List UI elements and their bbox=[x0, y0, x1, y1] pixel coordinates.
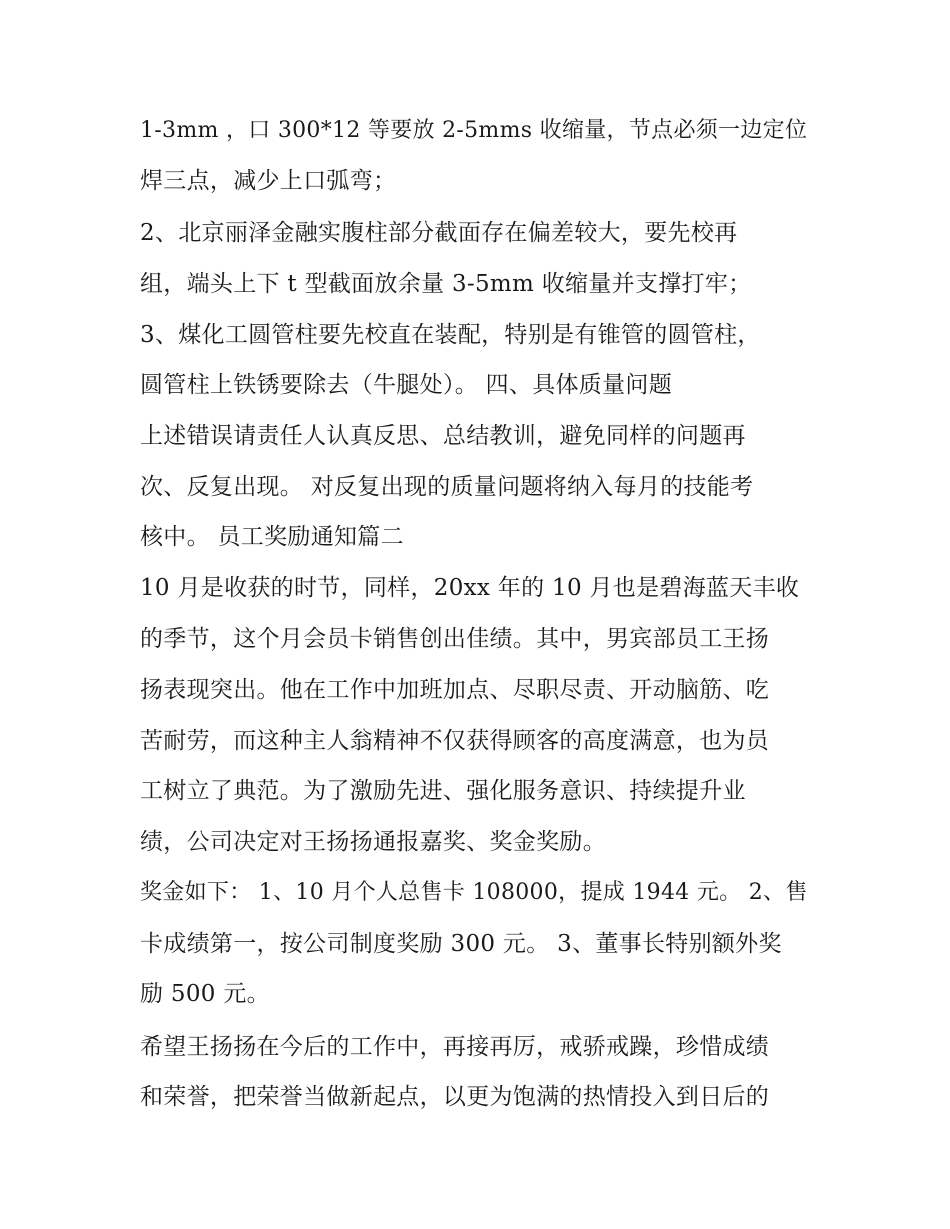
text-line: 的季节，这个月会员卡销售创出佳绩。其中，男宾部员工王扬 bbox=[140, 626, 770, 652]
text-line: 奖金如下： 1、10 月个人总售卡 108000，提成 1944 元。 2、售 bbox=[140, 880, 808, 905]
text-line: 和荣誉，把荣誉当做新起点，以更为饱满的热情投入到日后的 bbox=[140, 1084, 770, 1110]
text-line: 焊三点，减少上口弧弯； bbox=[140, 168, 397, 194]
text-line: 10 月是收获的时节，同样，20xx 年的 10 月也是碧海蓝天丰收 bbox=[140, 575, 800, 601]
text-line: 组，端头上下 t 型截面放余量 3-5mm 收缩量并支撑打牢； bbox=[140, 271, 752, 297]
text-line: 希望王扬扬在今后的工作中，再接再厉，戒骄戒躁，珍惜成绩 bbox=[140, 1034, 770, 1060]
text-line: 励 500 元。 bbox=[140, 981, 270, 1007]
text-line: 圆管柱上铁锈要除去（牛腿处）。 四、具体质量问题 bbox=[140, 372, 673, 398]
text-line: 卡成绩第一，按公司制度奖励 300 元。 3、董事长特别额外奖 bbox=[140, 931, 782, 957]
text-line: 次、反复出现。 对反复出现的质量问题将纳入每月的技能考 bbox=[140, 474, 754, 500]
text-line: 工树立了典范。为了激励先进、强化服务意识、持续提升业 bbox=[140, 778, 746, 804]
text-line: 1-3mm ，口 300*12 等要放 2-5mms 收缩量，节点必须一边定位 bbox=[140, 118, 808, 143]
text-line: 扬表现突出。他在工作中加班加点、尽职尽责、开动脑筋、吃 bbox=[140, 677, 770, 703]
text-line: 3、煤化工圆管柱要先校直在装配，特别是有锥管的圆管柱， bbox=[140, 322, 761, 348]
text-line: 上述错误请责任人认真反思、总结教训，避免同样的问题再 bbox=[140, 423, 746, 449]
text-line: 2、北京丽泽金融实腹柱部分截面存在偏差较大，要先校再 bbox=[140, 220, 738, 246]
text-line: 核中。 员工奖励通知篇二 bbox=[140, 524, 404, 550]
text-line: 绩，公司决定对王扬扬通报嘉奖、奖金奖励。 bbox=[140, 829, 606, 855]
text-line: 苦耐劳，而这种主人翁精神不仅获得顾客的高度满意，也为员 bbox=[140, 728, 770, 754]
